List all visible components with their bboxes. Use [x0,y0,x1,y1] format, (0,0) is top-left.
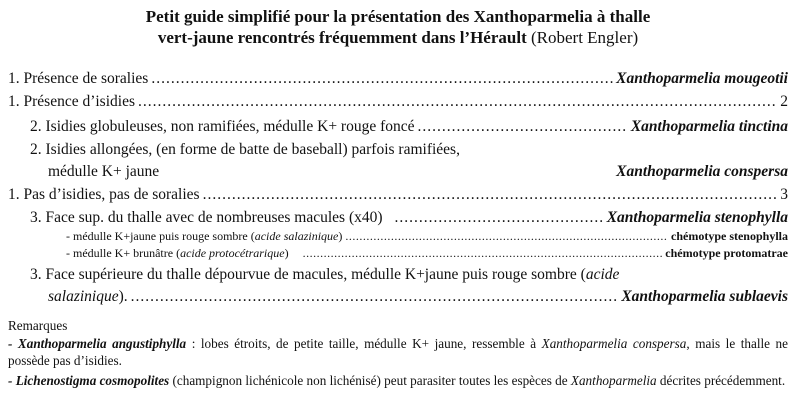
key-entry-5 [8,185,788,204]
key-entry-result: Xanthoparmelia conspersa [616,163,788,180]
chem-text-end: ). [118,288,128,305]
chem-text: - médulle K+jaune puis rouge sombre ( [66,229,255,243]
remark-text-end: , mais le thalle ne possède pas d’isidies. [8,336,788,368]
title-line-2 [0,27,796,48]
remark-taxon: - Lichenostigma cosmopolites [8,373,170,388]
key-entry-text: 3. Face supérieure du thalle dépourvue de macules, médulle K+jaune puis rouge sombre ( [30,266,586,283]
key-entry-result: 2 [780,93,788,110]
remark-1 [8,336,788,369]
key-entry-6 [30,208,788,227]
key-entry-text: 1. Présence de soralies [8,70,149,87]
key-entry-result: 3 [780,186,788,203]
acid-name: salazinique [48,288,119,305]
key-entry-text: 2. Isidies globuleuses, non ramifiées, médulle K+ rouge foncé [30,118,415,135]
chem-text-end: ) [284,246,289,260]
key-entry-9-line-1 [30,265,619,284]
acid-name: acide salazinique [254,229,339,243]
key-entry-4 [48,162,788,181]
acid-name: acide [585,266,620,283]
leader-dots [395,208,604,227]
leader-dots [131,287,619,306]
key-entry-text [66,229,342,244]
page-title [0,6,796,48]
remark-taxon: - Xanthoparmelia angustiphylla [8,336,187,351]
chem-text-end: ) [338,229,343,243]
key-entry-result: chémotype protomatrae [665,246,788,260]
remarks-heading: Remarques [8,318,68,333]
key-entry-text: 1. Présence d’isidies [8,93,135,110]
leader-dots [345,229,668,244]
key-entry-text: 3. Face sup. du thalle avec de nombreuses macules (x40) [30,209,383,226]
key-entry-result: Xanthoparmelia sublaevis [621,288,788,305]
key-entry-result: Xanthoparmelia mougeotii [616,70,788,87]
key-entry-2 [8,92,788,111]
leader-dots [138,92,777,111]
chem-text: - médulle K+ brunâtre ( [66,246,181,260]
remark-text-end: décrites précédemment. [656,373,786,388]
key-entry-9 [48,287,788,306]
remark-text: (champignon lichénicole non lichénisé) peut parasiter toutes les espèces de [169,373,571,388]
leader-dots [418,117,628,136]
key-entry-result: Xanthoparmelia tinctina [630,118,788,135]
key-entry-text: médulle K+ jaune [48,163,160,180]
key-entry-text: 1. Pas d’isidies, pas de soralies [8,186,200,203]
remark-text: : lobes étroits, de petite taille, médulle K+ jaune, ressemble à [186,336,542,351]
remark-taxon-ref: Xanthoparmelia [570,373,657,388]
remark-taxon-ref: Xanthoparmelia conspersa [541,336,687,351]
key-entry-1 [8,69,788,88]
key-entry-result: Xanthoparmelia stenophylla [606,209,788,226]
key-entry-7 [66,229,788,244]
title-line-2-text: vert-jaune rencontrés fréquemment dans l’Hérault [157,28,527,47]
key-entry-text [48,287,128,306]
remark-2 [8,373,788,390]
author: (Robert Engler) [530,28,639,47]
title-line-1: Petit guide simplifié pour la présentation des Xanthoparmelia à thalle [145,7,651,26]
leader-dots [151,69,613,88]
key-entry-3 [30,117,788,136]
key-entry-text [66,246,289,261]
key-entry-result: chémotype stenophylla [671,229,788,243]
key-entry-8 [66,246,788,261]
key-entry-4-line-1: 2. Isidies allongées, (en forme de batte de baseball) parfois ramifiées, [30,141,460,158]
leader-dots [303,246,663,261]
leader-dots [203,185,778,204]
acid-name: acide protocétrarique [180,246,285,260]
